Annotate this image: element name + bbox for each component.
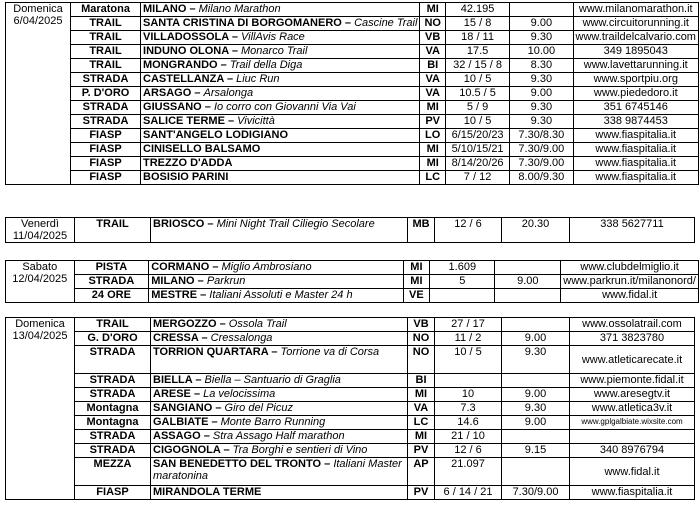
event-distance: 10 / 5 xyxy=(445,73,509,87)
event-distance: 14.6 xyxy=(435,416,502,430)
event-location: ARSAGO xyxy=(143,87,192,99)
event-row xyxy=(6,430,695,444)
event-location: TORRION QUARTARA xyxy=(153,346,269,358)
event-distance: 7.3 xyxy=(435,402,502,416)
event-name-cell xyxy=(149,261,403,275)
event-start-time: 9.00 xyxy=(510,17,573,31)
event-separator: – xyxy=(321,458,334,470)
event-province: MB xyxy=(408,218,435,243)
event-type: TRAIL xyxy=(71,17,141,31)
event-row xyxy=(6,129,699,143)
event-distance: 11 / 2 xyxy=(435,332,502,346)
event-name-cell xyxy=(141,143,420,157)
event-type: Montagna xyxy=(75,402,151,416)
event-distance: 15 / 8 xyxy=(445,17,509,31)
event-race-name: Mini Night Trail Ciliegio Secolare xyxy=(216,218,375,230)
event-contact: www.gplgalbiate.wixsite.com xyxy=(570,416,695,430)
event-province: BI xyxy=(408,374,435,388)
event-start-time: 9.30 xyxy=(510,73,573,87)
event-date-line: Venerdì xyxy=(21,218,59,230)
event-distance: 18 / 11 xyxy=(445,31,509,45)
event-contact: www.fiaspitalia.it xyxy=(573,171,698,185)
event-location: CINISELLO BALSAMO xyxy=(143,143,261,155)
event-type: FIASP xyxy=(71,157,141,171)
event-row xyxy=(6,143,699,157)
event-date-line: Sabato xyxy=(22,261,58,273)
event-location: SALICE TERME xyxy=(143,115,225,127)
event-race-name: Giro del Picuz xyxy=(224,402,293,414)
event-type: STRADA xyxy=(75,388,151,402)
event-race-name: Io corro con Giovanni Via Vai xyxy=(213,101,356,113)
event-province: MI xyxy=(420,3,446,17)
event-province: PV xyxy=(408,444,435,458)
event-type: STRADA xyxy=(75,444,151,458)
event-start-time: 9.30 xyxy=(502,346,570,374)
event-type: STRADA xyxy=(71,115,141,129)
event-province: VA xyxy=(420,45,446,59)
event-start-time: 20.30 xyxy=(502,218,570,243)
event-separator: – xyxy=(212,402,225,414)
event-race-name: Torrione va di Corsa xyxy=(280,346,380,358)
event-type: STRADA xyxy=(75,374,151,388)
event-distance: 12 / 6 xyxy=(435,444,502,458)
event-race-name: Monarco Trail xyxy=(241,45,308,57)
event-row xyxy=(6,73,699,87)
event-contact: 371 3823780 xyxy=(570,332,695,346)
event-name-cell xyxy=(151,430,408,444)
event-separator: – xyxy=(201,101,214,113)
events-table-block-3 xyxy=(5,260,699,303)
event-contact: www.sportpiu.org xyxy=(573,73,698,87)
block-3-rows xyxy=(6,261,699,303)
event-distance: 21.097 xyxy=(435,458,502,486)
event-start-time: 9.30 xyxy=(510,31,573,45)
event-race-name: Milano Marathon xyxy=(198,3,281,15)
event-name-cell xyxy=(151,374,408,388)
event-row xyxy=(6,346,695,374)
event-start-time xyxy=(495,261,561,275)
event-row xyxy=(6,87,699,101)
event-contact: www.fiaspitalia.it xyxy=(573,129,698,143)
event-separator: – xyxy=(191,87,204,99)
event-row xyxy=(6,261,699,275)
event-separator: – xyxy=(192,374,205,386)
event-location: CIGOGNOLA xyxy=(153,444,221,456)
event-contact: 340 8976794 xyxy=(570,444,695,458)
event-province: NO xyxy=(408,346,435,374)
event-separator: – xyxy=(197,289,210,301)
event-location: BRIOSCO xyxy=(153,218,205,230)
event-type: 24 ORE xyxy=(74,289,149,303)
event-type: PISTA xyxy=(74,261,149,275)
event-separator: – xyxy=(224,115,238,127)
event-contact: www.clubdelmiglio.it xyxy=(561,261,699,275)
event-race-name: Miglio Ambrosiano xyxy=(221,261,312,273)
event-start-time: 7.30/9.00 xyxy=(502,486,570,500)
event-distance: 6 / 14 / 21 xyxy=(435,486,502,500)
event-distance: 5/10/15/21 xyxy=(445,143,509,157)
event-distance: 5 xyxy=(430,275,495,289)
event-type: G. D'ORO xyxy=(75,332,151,346)
event-name-cell xyxy=(151,218,408,243)
event-name-cell xyxy=(141,157,420,171)
event-name-cell xyxy=(141,101,420,115)
event-location: CRESSA xyxy=(153,332,199,344)
event-distance: 5 / 9 xyxy=(445,101,509,115)
event-contact: www.atleticarecate.it xyxy=(570,346,695,374)
event-race-name: Italiani Assoluti e Master 24 h xyxy=(209,289,353,301)
event-date-line: Domenica xyxy=(15,318,65,330)
event-separator: – xyxy=(228,31,242,43)
event-date-line: 12/04/2025 xyxy=(12,273,68,285)
event-race-name: Tra Borghi e sentieri di Vino xyxy=(232,444,368,456)
event-distance: 42.195 xyxy=(445,3,509,17)
event-row xyxy=(6,157,699,171)
event-type: TRAIL xyxy=(75,218,151,243)
event-start-time: 9.30 xyxy=(510,115,573,129)
event-location: BOSISIO PARINI xyxy=(143,171,229,183)
event-race-name: Arsalonga xyxy=(203,87,254,99)
event-contact: 338 9874453 xyxy=(573,115,698,129)
event-location: MILANO xyxy=(143,3,187,15)
event-contact: www.milanomarathon.it xyxy=(573,3,698,17)
event-start-time: 9.15 xyxy=(502,444,570,458)
event-type: STRADA xyxy=(75,430,151,444)
event-distance: 10.5 / 5 xyxy=(445,87,509,101)
event-distance: 10 / 5 xyxy=(445,115,509,129)
event-contact: www.fidal.it xyxy=(570,458,695,486)
event-date xyxy=(6,218,75,243)
event-row xyxy=(6,374,695,388)
event-contact: www.fiaspitalia.it xyxy=(570,486,695,500)
event-race-name: Cascine Trail xyxy=(354,17,418,29)
event-separator: – xyxy=(268,346,281,358)
event-separator: – xyxy=(208,416,221,428)
event-distance: 1.609 xyxy=(430,261,495,275)
event-race-name: Parkrun xyxy=(206,275,246,287)
event-date-line: 6/04/2025 xyxy=(13,15,63,27)
event-row xyxy=(6,17,699,31)
event-type: P. D'ORO xyxy=(71,87,141,101)
event-row xyxy=(6,416,695,430)
event-type: TRAIL xyxy=(71,59,141,73)
event-race-name: Vivicittà xyxy=(237,115,275,127)
event-location: GALBIATE xyxy=(153,416,209,428)
events-table-block-2 xyxy=(5,217,695,243)
event-name-cell xyxy=(151,444,408,458)
event-race-name: Stra Assago Half marathon xyxy=(212,430,345,442)
event-province: MI xyxy=(403,261,430,275)
event-date xyxy=(6,261,75,303)
event-start-time xyxy=(502,374,570,388)
event-contact: www.lavettarunning.it xyxy=(573,59,698,73)
event-row xyxy=(6,31,699,45)
event-start-time: 9.00 xyxy=(510,87,573,101)
event-distance: 21 / 10 xyxy=(435,430,502,444)
event-distance: 6/15/20/23 xyxy=(445,129,509,143)
event-row xyxy=(6,388,695,402)
event-start-time: 8.00/9.30 xyxy=(510,171,573,185)
event-province: BI xyxy=(420,59,446,73)
event-type: STRADA xyxy=(74,275,149,289)
event-race-name: Italiani Master maratonina xyxy=(153,458,402,482)
events-table-block-1 xyxy=(5,2,699,185)
event-type: FIASP xyxy=(75,486,151,500)
event-row xyxy=(6,332,695,346)
event-type: Montagna xyxy=(75,416,151,430)
event-type: TRAIL xyxy=(71,45,141,59)
event-race-name: Cressalonga xyxy=(210,332,273,344)
event-province: PV xyxy=(420,115,446,129)
events-table-block-4 xyxy=(5,317,695,500)
event-province: VB xyxy=(420,31,446,45)
event-type: FIASP xyxy=(71,143,141,157)
event-location: SANGIANO xyxy=(153,402,213,414)
event-location: MERGOZZO xyxy=(153,318,217,330)
event-location: ARESE xyxy=(153,388,191,400)
event-date-line: 11/04/2025 xyxy=(12,230,68,242)
event-row xyxy=(6,171,699,185)
event-start-time xyxy=(510,3,573,17)
event-separator: – xyxy=(190,388,204,400)
event-separator: – xyxy=(341,17,355,29)
event-date xyxy=(6,318,75,500)
event-type: FIASP xyxy=(71,171,141,185)
event-province: LO xyxy=(420,129,446,143)
event-row xyxy=(6,318,695,332)
event-row xyxy=(6,59,699,73)
event-contact: www.piededoro.it xyxy=(573,87,698,101)
event-type: STRADA xyxy=(71,101,141,115)
event-province: VB xyxy=(408,318,435,332)
event-province: VA xyxy=(420,73,446,87)
event-province: LC xyxy=(420,171,446,185)
event-start-time: 9.00 xyxy=(502,332,570,346)
event-race-name: Biella – Santuario di Graglia xyxy=(204,374,341,386)
event-contact: www.fidal.it xyxy=(561,289,699,303)
event-province: MI xyxy=(420,157,446,171)
event-name-cell xyxy=(141,87,420,101)
event-province: VA xyxy=(420,87,446,101)
event-separator: – xyxy=(223,73,237,85)
event-name-cell xyxy=(149,275,403,289)
event-start-time xyxy=(502,458,570,486)
event-separator: – xyxy=(204,218,217,230)
event-start-time: 9.00 xyxy=(502,388,570,402)
event-province: VE xyxy=(403,289,430,303)
event-location: SANTA CRISTINA DI BORGOMANERO xyxy=(143,17,342,29)
event-location: SAN BENEDETTO DEL TRONTO xyxy=(153,458,322,470)
event-separator: – xyxy=(220,444,233,456)
event-name-cell xyxy=(149,289,403,303)
event-location: SANT'ANGELO LODIGIANO xyxy=(143,129,289,141)
event-start-time: 9.30 xyxy=(510,101,573,115)
event-name-cell xyxy=(141,3,420,17)
event-date-line: Domenica xyxy=(13,3,63,15)
event-row xyxy=(6,115,699,129)
event-province: MI xyxy=(403,275,430,289)
event-name-cell xyxy=(141,115,420,129)
event-separator: – xyxy=(186,3,199,15)
block-2-rows xyxy=(6,218,695,243)
event-row xyxy=(6,3,699,17)
event-province: MI xyxy=(420,101,446,115)
event-location: MONGRANDO xyxy=(143,59,218,71)
event-name-cell xyxy=(151,416,408,430)
event-name-cell xyxy=(141,129,420,143)
event-name-cell xyxy=(151,318,408,332)
event-race-name: Trail della Diga xyxy=(229,59,303,71)
event-province: PV xyxy=(408,486,435,500)
event-row xyxy=(6,444,695,458)
event-contact: 338 5627711 xyxy=(570,218,695,243)
event-distance: 12 / 6 xyxy=(435,218,502,243)
event-race-name: Ossola Trail xyxy=(228,318,287,330)
event-name-cell xyxy=(141,73,420,87)
event-separator: – xyxy=(194,275,207,287)
event-start-time: 8.30 xyxy=(510,59,573,73)
event-separator: – xyxy=(216,318,229,330)
block-4-rows xyxy=(6,318,695,500)
event-contact: www.circuitorunning.it xyxy=(573,17,698,31)
event-province: NO xyxy=(408,332,435,346)
event-row xyxy=(6,45,699,59)
event-type: MEZZA xyxy=(75,458,151,486)
event-location: MIRANDOLA TERME xyxy=(153,486,262,498)
event-separator: – xyxy=(217,59,230,71)
event-name-cell xyxy=(151,402,408,416)
event-start-time: 7.30/9.00 xyxy=(510,143,573,157)
event-type: FIASP xyxy=(71,129,141,143)
event-start-time: 9.00 xyxy=(495,275,561,289)
event-name-cell xyxy=(151,346,408,374)
event-contact: www.fiaspitalia.it xyxy=(573,143,698,157)
event-name-cell xyxy=(151,458,408,486)
block-1-rows xyxy=(6,3,699,185)
event-distance: 10 / 5 xyxy=(435,346,502,374)
event-separator: – xyxy=(209,261,222,273)
event-location: ASSAGO xyxy=(153,430,201,442)
event-type: Maratona xyxy=(71,3,141,17)
event-row xyxy=(6,275,699,289)
event-start-time xyxy=(502,318,570,332)
event-location: CASTELLANZA xyxy=(143,73,224,85)
event-start-time: 7.30/9.00 xyxy=(510,157,573,171)
event-race-name: La velocissima xyxy=(203,388,276,400)
event-race-name: Monte Barro Running xyxy=(220,416,326,428)
event-contact: 349 1895043 xyxy=(573,45,698,59)
event-type: STRADA xyxy=(75,346,151,374)
event-province: MI xyxy=(420,143,446,157)
event-distance: 32 / 15 / 8 xyxy=(445,59,509,73)
event-type: STRADA xyxy=(71,73,141,87)
event-distance: 7 / 12 xyxy=(445,171,509,185)
event-location: VILLADOSSOLA xyxy=(143,31,229,43)
event-location: MILANO xyxy=(151,275,195,287)
event-row xyxy=(6,218,695,243)
event-province: LC xyxy=(408,416,435,430)
event-row xyxy=(6,486,695,500)
event-separator: – xyxy=(198,332,211,344)
event-location: CORMANO xyxy=(151,261,210,273)
event-name-cell xyxy=(141,59,420,73)
event-type: TRAIL xyxy=(71,31,141,45)
event-row xyxy=(6,289,699,303)
event-distance xyxy=(430,289,495,303)
event-location: GIUSSANO xyxy=(143,101,202,113)
event-contact: www.atletica3v.it xyxy=(570,402,695,416)
event-contact: www.parkrun.it/milanonord/ xyxy=(561,275,699,289)
event-distance: 27 / 17 xyxy=(435,318,502,332)
event-distance: 10 xyxy=(435,388,502,402)
event-start-time: 9.30 xyxy=(502,402,570,416)
event-distance: 8/14/20/26 xyxy=(445,157,509,171)
event-province: VA xyxy=(408,402,435,416)
event-contact: www.piemonte.fidal.it xyxy=(570,374,695,388)
event-distance xyxy=(435,374,502,388)
event-type: TRAIL xyxy=(75,318,151,332)
event-name-cell xyxy=(141,17,420,31)
event-distance: 17.5 xyxy=(445,45,509,59)
event-name-cell xyxy=(141,31,420,45)
event-location: BIELLA xyxy=(153,374,193,386)
event-separator: – xyxy=(228,45,242,57)
event-province: AP xyxy=(408,458,435,486)
event-row xyxy=(6,458,695,486)
event-contact: www.aresegtv.it xyxy=(570,388,695,402)
event-province: MI xyxy=(408,388,435,402)
event-start-time: 7.30/8.30 xyxy=(510,129,573,143)
event-row xyxy=(6,402,695,416)
event-name-cell xyxy=(141,45,420,59)
event-date xyxy=(6,3,71,185)
event-contact: www.ossolatrail.com xyxy=(570,318,695,332)
event-race-name: Liuc Run xyxy=(236,73,280,85)
event-name-cell xyxy=(151,388,408,402)
event-location: INDUNO OLONA xyxy=(143,45,229,57)
event-start-time xyxy=(495,289,561,303)
event-name-cell xyxy=(141,171,420,185)
event-province: MI xyxy=(408,430,435,444)
event-province: NO xyxy=(420,17,446,31)
event-name-cell xyxy=(151,332,408,346)
event-race-name: VillAvis Race xyxy=(241,31,305,43)
event-name-cell xyxy=(151,486,408,500)
event-location: MESTRE xyxy=(151,289,198,301)
event-start-time xyxy=(502,430,570,444)
event-location: TREZZO D'ADDA xyxy=(143,157,233,169)
event-contact xyxy=(570,430,695,444)
event-start-time: 9.00 xyxy=(502,416,570,430)
event-row xyxy=(6,101,699,115)
event-start-time: 10.00 xyxy=(510,45,573,59)
event-contact: www.fiaspitalia.it xyxy=(573,157,698,171)
event-contact: www.traildelcalvario.com xyxy=(573,31,698,45)
event-contact: 351 6745146 xyxy=(573,101,698,115)
event-date-line: 13/04/2025 xyxy=(12,330,68,342)
event-separator: – xyxy=(200,430,213,442)
